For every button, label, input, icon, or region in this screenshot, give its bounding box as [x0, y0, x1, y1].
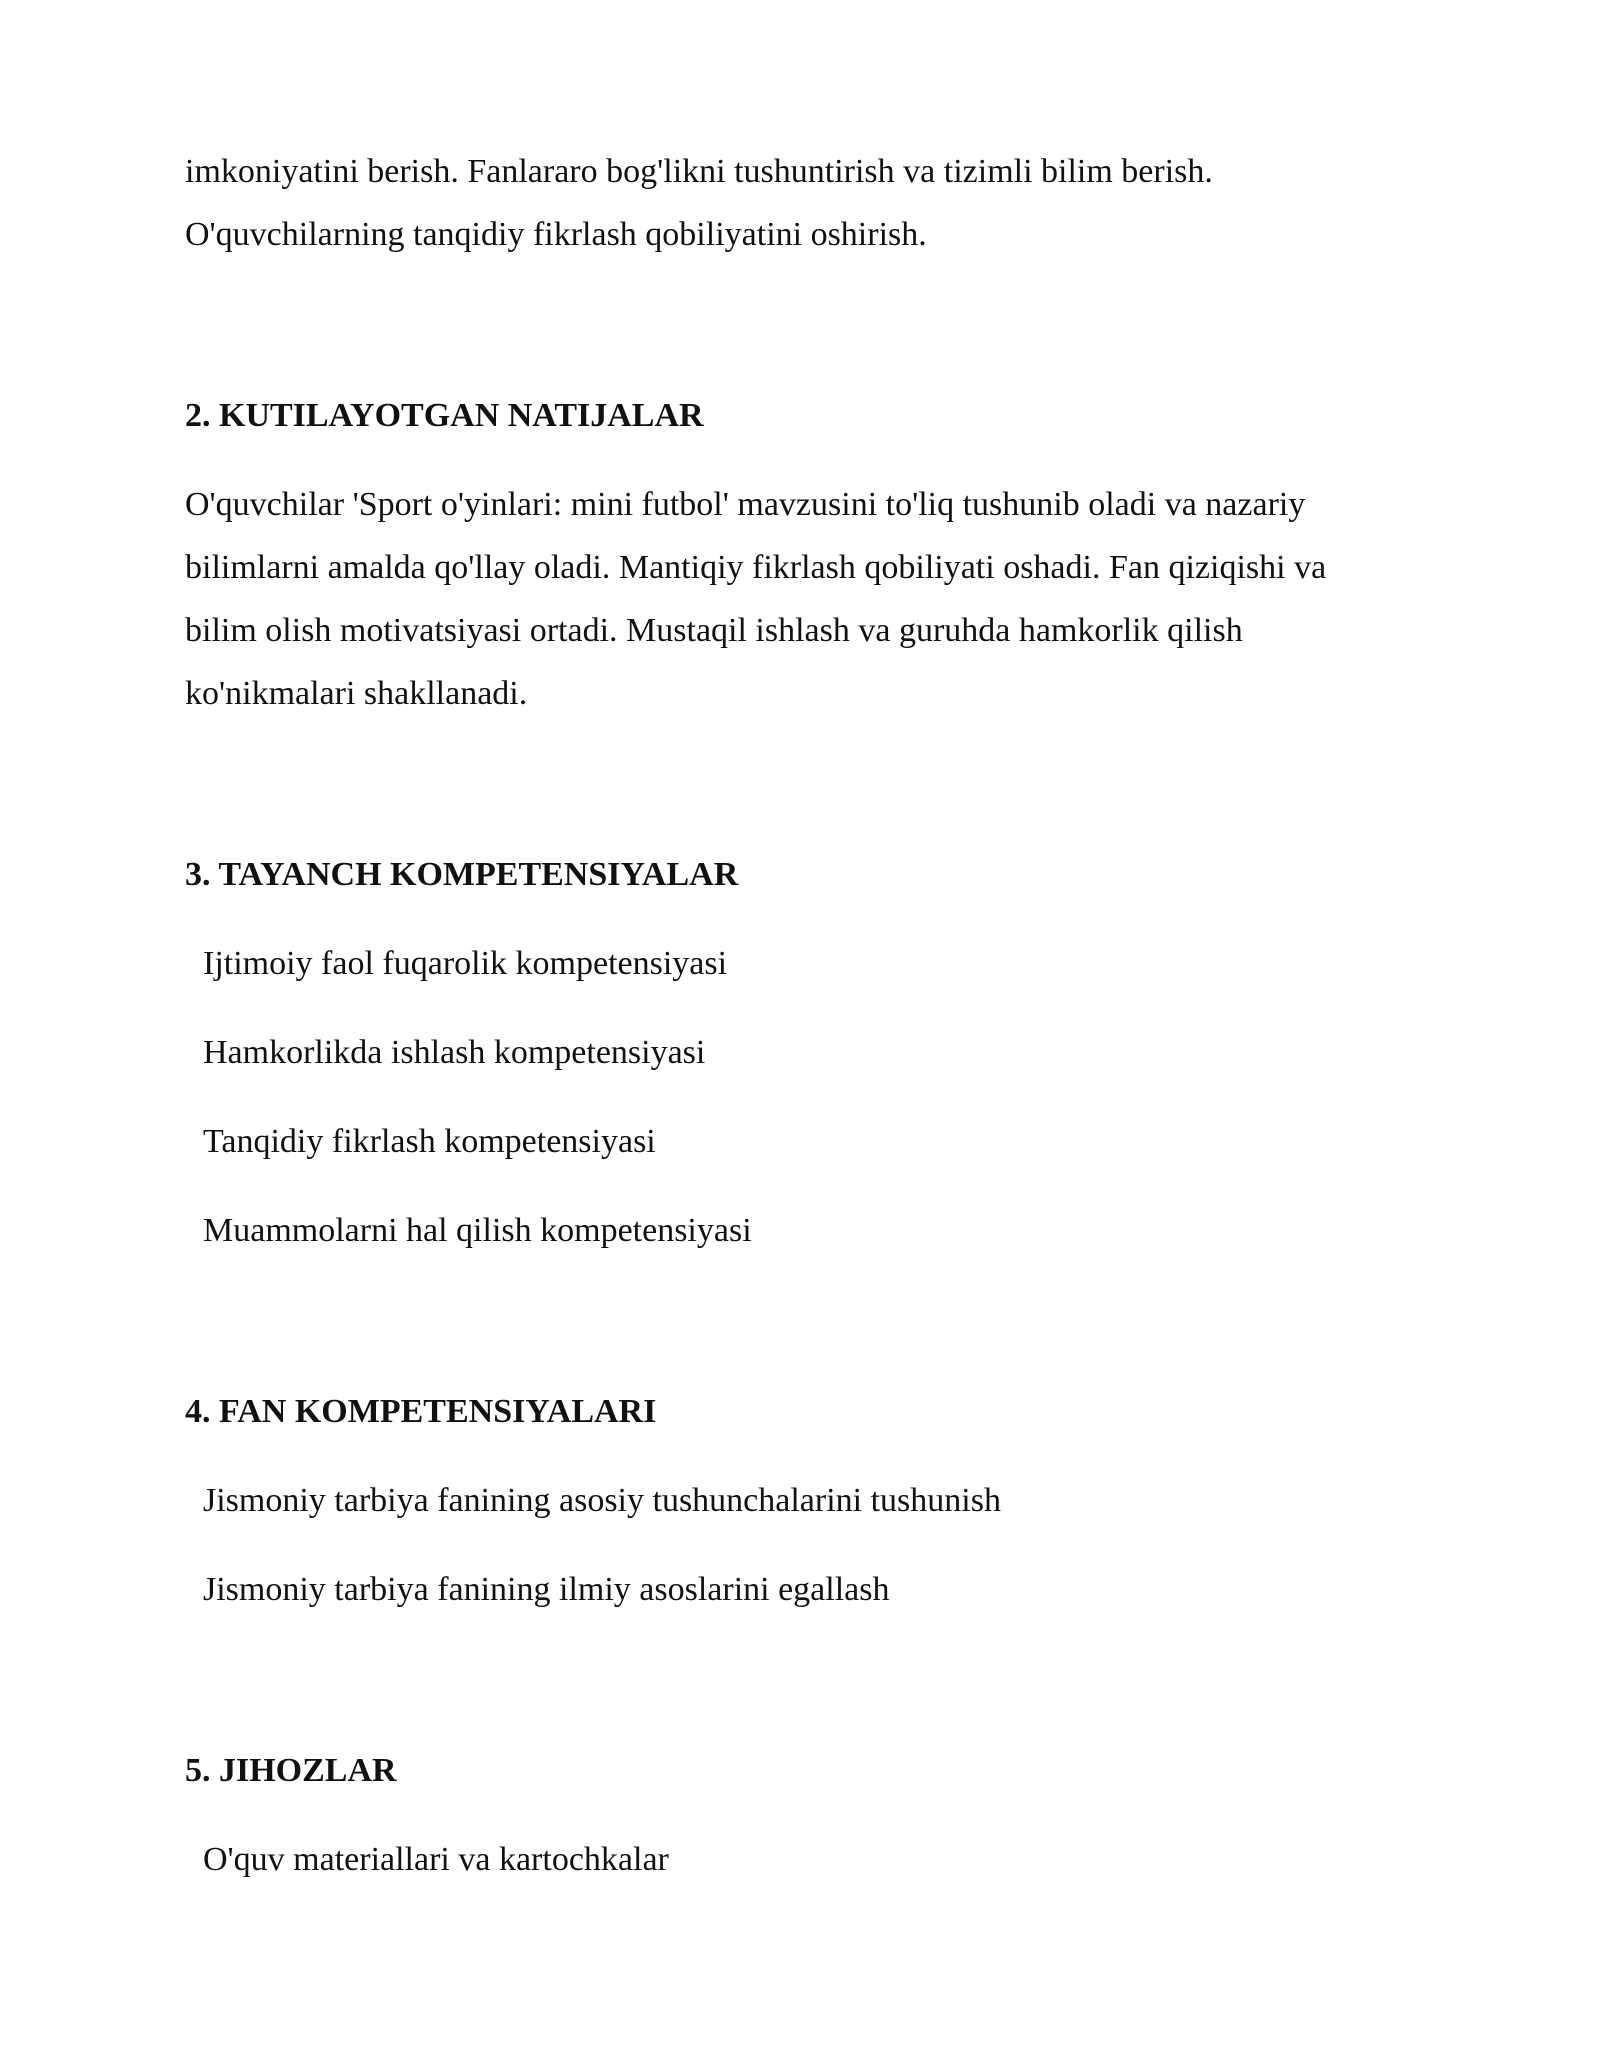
document-page	[185, 140, 1445, 1891]
section-core-competencies	[185, 843, 1445, 1262]
section-expected-results	[185, 384, 1445, 725]
list-item: O'quv materiallari va kartochkalar	[203, 1841, 669, 1878]
intro-line: imkoniyatini berish. Fanlararo bog'likni tushuntirish va tizimli bilim berish.	[185, 153, 1213, 190]
section-subject-competencies	[185, 1380, 1445, 1621]
paragraph-line: O'quvchilar 'Sport o'yinlari: mini futbol' mavzusini to'liq tushunib oladi va nazariy	[185, 486, 1306, 523]
list-item: Jismoniy tarbiya fanining ilmiy asoslarini egallash	[203, 1571, 890, 1608]
list-item: Muammolarni hal qilish kompetensiyasi	[203, 1212, 752, 1249]
list-item: Jismoniy tarbiya fanining asosiy tushunchalarini tushunish	[203, 1482, 1001, 1519]
subject-competency-list	[185, 1469, 1445, 1621]
intro-paragraph	[185, 140, 1445, 266]
paragraph-line: ko'nikmalari shakllanadi.	[185, 675, 528, 712]
paragraph-line: bilimlarni amalda qo'llay oladi. Mantiqiy fikrlash qobiliyati oshadi. Fan qiziqishi va	[185, 549, 1327, 586]
list-item: Tanqidiy fikrlash kompetensiyasi	[203, 1123, 656, 1160]
section-heading: 2. KUTILAYOTGAN NATIJALAR	[185, 397, 704, 434]
intro-section	[185, 140, 1445, 266]
section-paragraph	[185, 473, 1445, 725]
section-heading: 5. JIHOZLAR	[185, 1752, 397, 1789]
section-heading: 4. FAN KOMPETENSIYALARI	[185, 1393, 657, 1430]
section-equipment	[185, 1739, 1445, 1891]
competency-list	[185, 932, 1445, 1262]
list-item: Ijtimoiy faol fuqarolik kompetensiyasi	[203, 945, 728, 982]
intro-line: O'quvchilarning tanqidiy fikrlash qobiliyatini oshirish.	[185, 216, 927, 253]
section-heading: 3. TAYANCH KOMPETENSIYALAR	[185, 856, 739, 893]
list-item: Hamkorlikda ishlash kompetensiyasi	[203, 1034, 706, 1071]
equipment-list	[185, 1828, 1445, 1891]
paragraph-line: bilim olish motivatsiyasi ortadi. Mustaqil ishlash va guruhda hamkorlik qilish	[185, 612, 1243, 649]
